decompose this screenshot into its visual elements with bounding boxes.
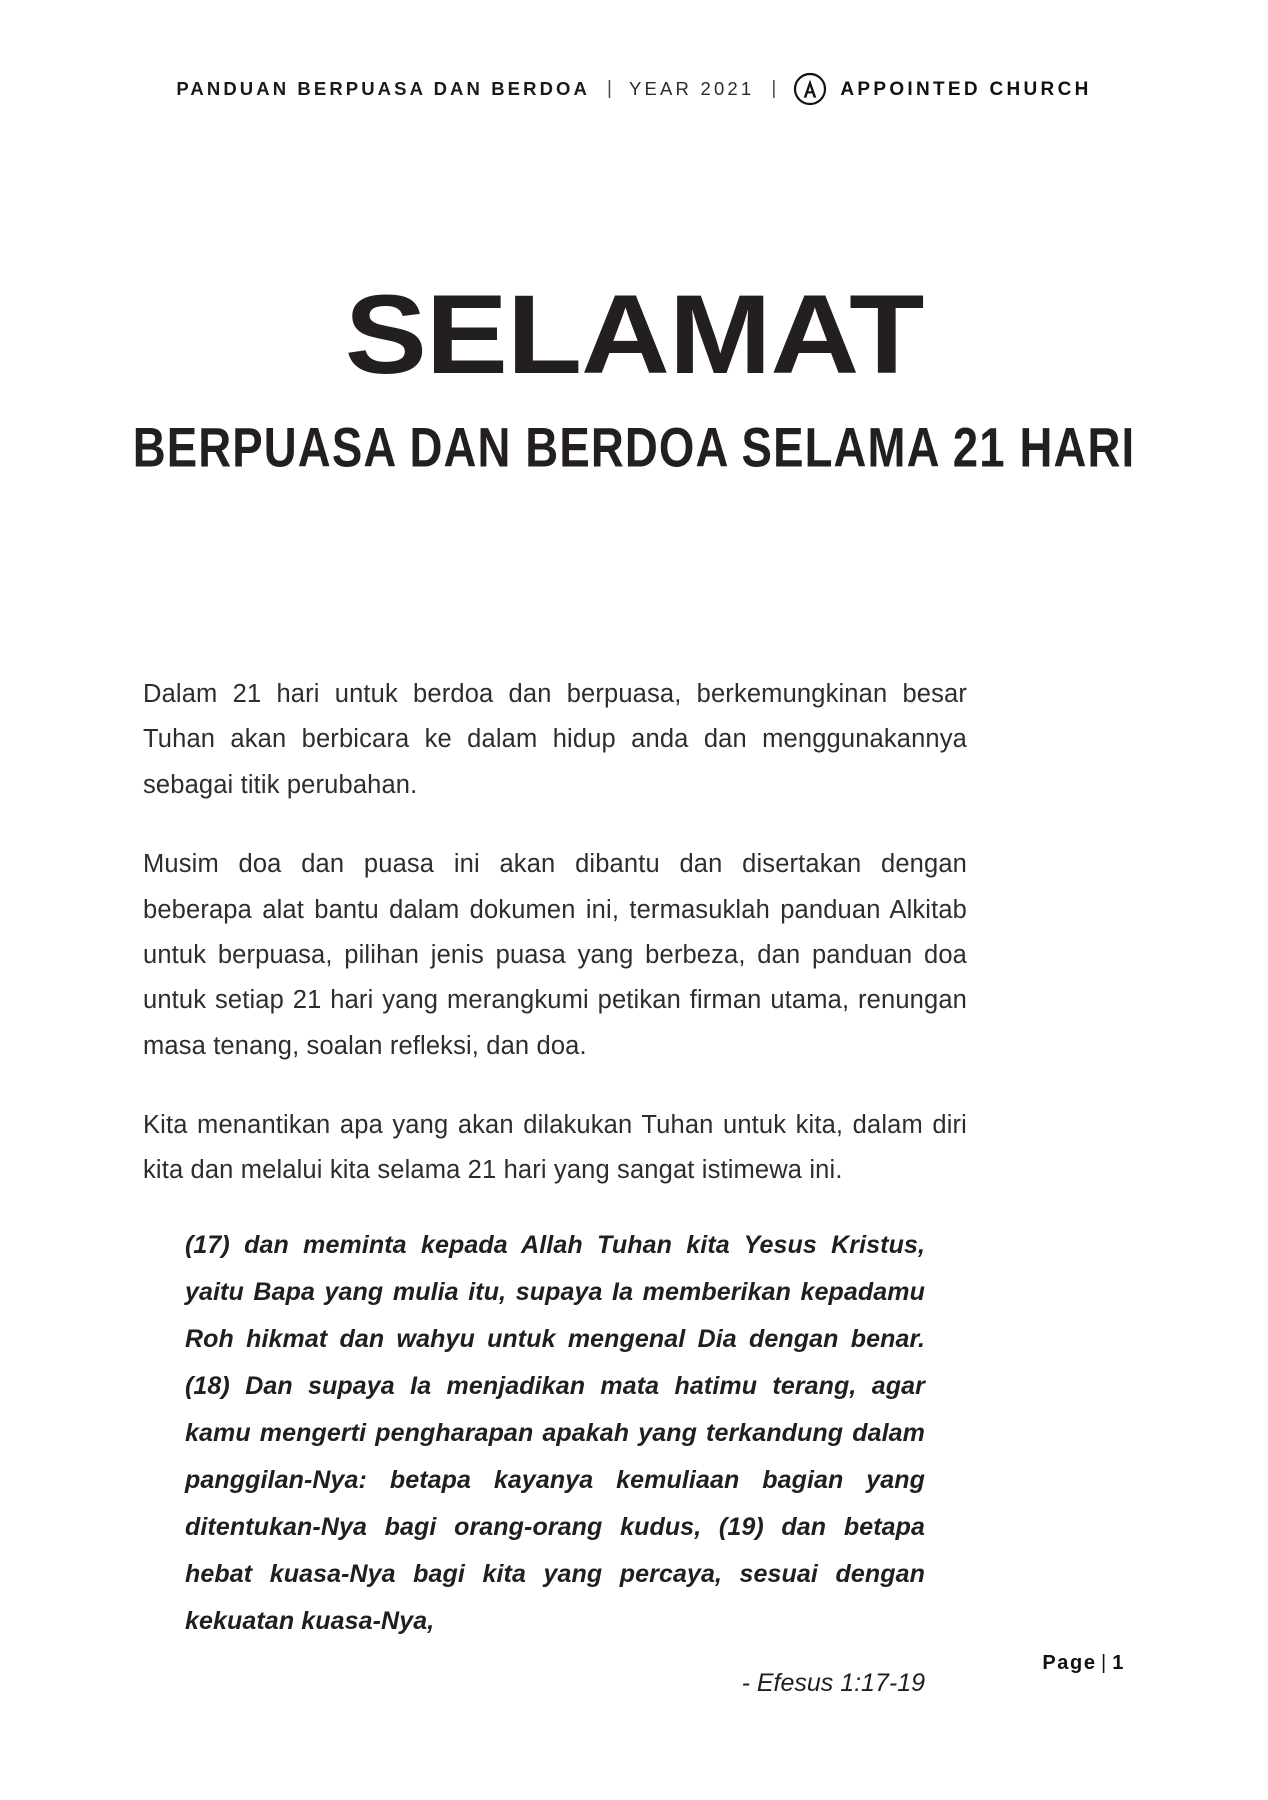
- header-year: YEAR 2021: [628, 77, 755, 99]
- footer-separator: |: [1101, 1652, 1108, 1674]
- document-header: [0, 72, 1268, 106]
- header-separator-2: |: [771, 77, 777, 99]
- scripture-citation: - Efesus 1:17-19: [741, 1669, 925, 1697]
- body-content: [143, 672, 967, 1194]
- header-separator-1: |: [607, 77, 612, 99]
- scripture-quote-text: (17) dan meminta kepada Allah Tuhan kita Yesus Kristus, yaitu Bapa yang mulia itu, supaya Ia memberikan kepadamu Roh hikmat dan wahyu untuk mengenal Dia dengan benar. (18) Dan supaya Ia menjadikan mata hatimu terang, agar kamu mengerti pengharapan apakah yang terkandung dalam panggilan-Nya: betapa kayanya kemuliaan bagian yang ditentukan-Nya bagi orang-orang kudus, (19) dan betapa hebat kuasa-Nya bagi kita yang percaya, sesuai dengan kekuatan kuasa-Nya,: [185, 1231, 925, 1635]
- page-title: SELAMAT: [344, 272, 924, 397]
- header-document-label: PANDUAN BERPUASA DAN BERDOA: [176, 77, 590, 99]
- scripture-quote-block: [185, 1222, 925, 1703]
- body-paragraph: Dalam 21 hari untuk berdoa dan berpuasa, berkemungkinan besar Tuhan akan berbicara ke dalam hidup anda dan menggunakannya sebagai titik perubahan.: [143, 680, 967, 799]
- title-block: [0, 272, 1268, 480]
- appointed-church-logo-icon: [793, 72, 827, 106]
- footer-page-label: Page: [1042, 1652, 1097, 1674]
- document-footer: [143, 1652, 1125, 1675]
- footer-page-number: 1: [1112, 1652, 1125, 1674]
- body-paragraph: Musim doa dan puasa ini akan dibantu dan disertakan dengan beberapa alat bantu dalam dokumen ini, termasuklah panduan Alkitab untuk berpuasa, pilihan jenis puasa yang berbeza, dan panduan doa untuk setiap 21 hari yang merangkumi petikan firman utama, renungan masa tenang, soalan refleksi, dan doa.: [143, 850, 967, 1060]
- body-paragraph: Kita menantikan apa yang akan dilakukan Tuhan untuk kita, dalam diri kita dan melalui kita selama 21 hari yang sangat istimewa ini.: [143, 1111, 967, 1185]
- page-subtitle: BERPUASA DAN BERDOA SELAMA 21 HARI: [132, 417, 1136, 480]
- header-brand-name: APPOINTED CHURCH: [840, 78, 1092, 100]
